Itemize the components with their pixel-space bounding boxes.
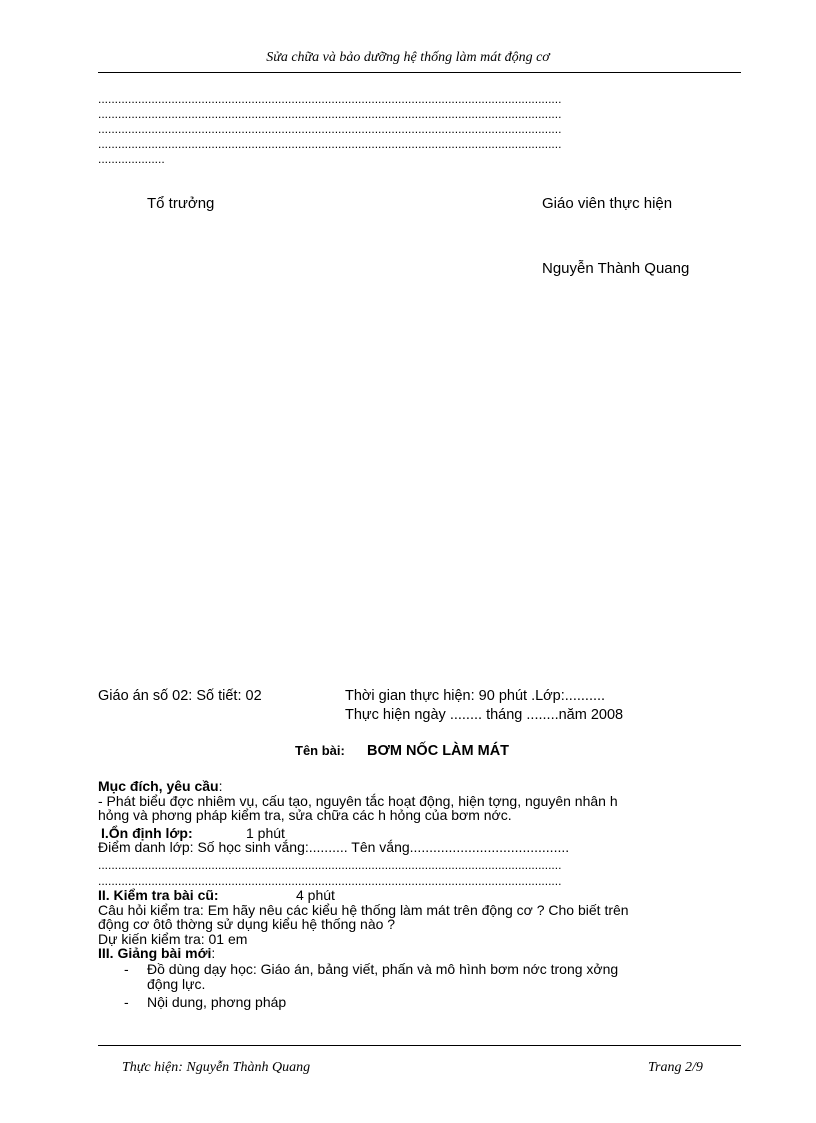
dotted-line: ...........................................................................................................................................: [98, 122, 562, 136]
objectives-heading-suffix: :: [218, 778, 223, 794]
signature-right-name: Nguyễn Thành Quang: [542, 260, 690, 277]
footer-page-number: Trang 2/9: [648, 1060, 703, 1075]
list-item-continuation: động lực.: [147, 976, 206, 992]
section1-time: 1 phút: [246, 825, 285, 841]
signature-left-title: Tổ trưởng: [147, 195, 215, 212]
section2-question: động cơ ôtô thờng sử dụng kiểu hệ thống nào ?: [98, 916, 396, 932]
lesson-date: Thực hiện ngày ........ tháng ........năm 2008: [345, 707, 624, 723]
objectives-heading: [98, 779, 222, 793]
section2-question: Câu hỏi kiểm tra: Em hãy nêu các kiểu hệ thống làm mát trên động cơ ? Cho biết trên: [98, 902, 629, 918]
list-item: Nội dung, phơng pháp: [147, 994, 287, 1010]
objectives-heading-text: Mục đích, yêu cầu: [98, 778, 219, 794]
list-item: Đồ dùng dạy học: Giáo án, bảng viết, phấn và mô hình bơm nớc trong xởng: [147, 961, 619, 977]
dotted-line: ....................: [98, 152, 165, 166]
objectives-line: hỏng và phơng pháp kiểm tra, sửa chữa các h hỏng của bơm nớc.: [98, 807, 512, 823]
dotted-line: ...........................................................................................................................................: [98, 858, 562, 872]
dotted-line: ...........................................................................................................................................: [98, 137, 562, 151]
header-rule: [98, 72, 741, 73]
dotted-line: ...........................................................................................................................................: [98, 874, 562, 888]
section1-heading: I.Ổn định lớp:: [101, 825, 193, 841]
list-bullet: -: [124, 961, 129, 977]
section3-heading-text: III. Giảng bài mới: [98, 945, 212, 961]
lesson-plan-number: Giáo án số 02: Số tiết: 02: [98, 688, 262, 704]
footer-author: Thực hiện: Nguyễn Thành Quang: [122, 1060, 311, 1075]
list-bullet: -: [124, 994, 129, 1010]
section2-time: 4 phút: [296, 887, 335, 903]
section2-heading: II. Kiểm tra bài cũ:: [98, 887, 219, 903]
dotted-line: ...........................................................................................................................................: [98, 92, 562, 106]
section3-heading: [98, 946, 215, 960]
objectives-line: - Phát biểu đợc nhiêm vụ, cấu tạo, nguyên tắc hoạt động, hiện tợng, nguyên nhân h: [98, 793, 618, 809]
section3-heading-suffix: :: [211, 945, 216, 961]
signature-right-title: Giáo viên thực hiện: [542, 195, 673, 212]
lesson-title-label: Tên bài:: [295, 743, 345, 758]
page-header: Sửa chữa và bảo dưỡng hệ thống làm mát động cơ: [266, 50, 550, 65]
section1-attendance: Điểm danh lớp: Số học sinh vắng:.......... Tên vắng.........................................: [98, 839, 570, 855]
lesson-duration: Thời gian thực hiện: 90 phút .Lớp:..........: [345, 688, 606, 704]
section2-expected: Dự kiến kiểm tra: 01 em: [98, 931, 248, 947]
footer-rule: [98, 1045, 741, 1046]
dotted-line: ...........................................................................................................................................: [98, 107, 562, 121]
lesson-title-name: BƠM NỐC LÀM MÁT: [367, 743, 510, 759]
